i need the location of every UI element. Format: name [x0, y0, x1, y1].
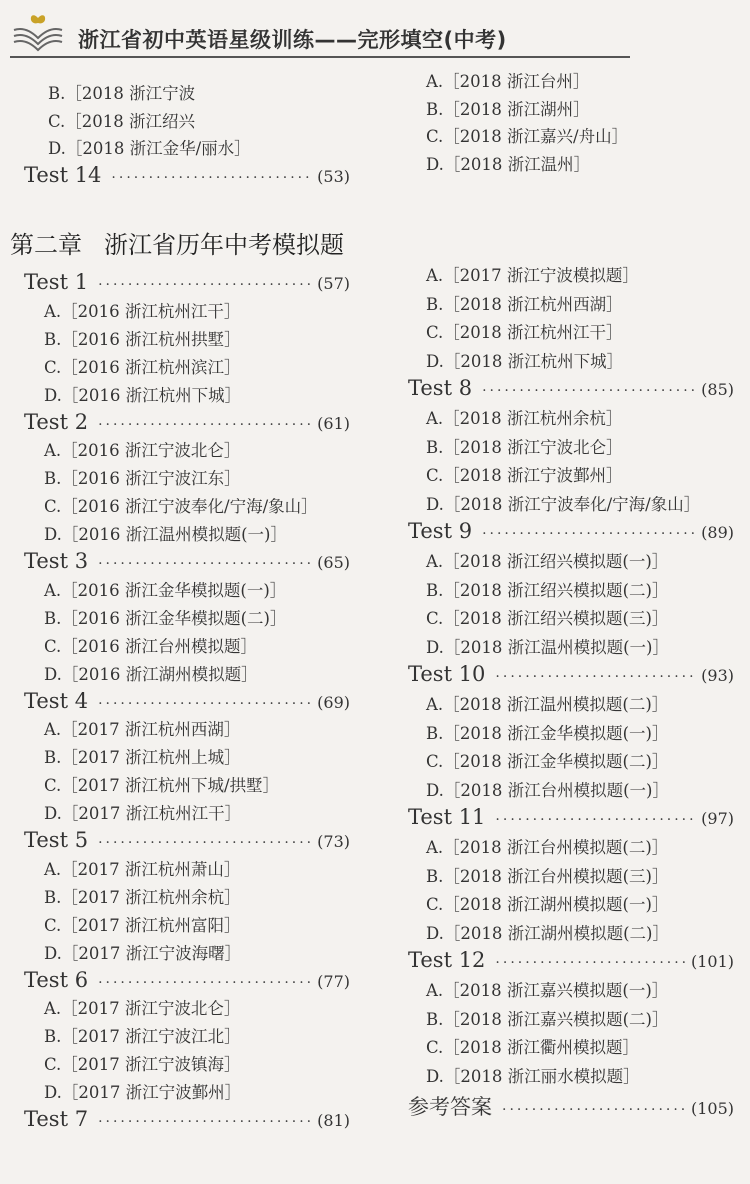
- toc-source-entry: D.［2018 浙江湖州模拟题(二)］: [426, 923, 669, 943]
- page-number: (57): [317, 274, 350, 293]
- test-name: Test 1: [24, 270, 89, 294]
- test-name: Test 4: [24, 688, 89, 713]
- chapter-number: 第二章: [10, 231, 82, 259]
- test-name: Test 6: [24, 967, 89, 992]
- toc-source-entry: D.［2018 浙江丽水模拟题］: [426, 1066, 640, 1086]
- test-name: Test 3: [24, 549, 89, 573]
- test-name: Test 14: [24, 162, 102, 187]
- toc-source-entry: B.［2018 浙江台州模拟题(三)］: [426, 866, 669, 886]
- toc-source-entry: D.［2018 浙江宁波奉化/宁海/象山］: [426, 494, 701, 514]
- toc-test-entry: [408, 1091, 734, 1121]
- dot-leader: [495, 955, 685, 971]
- toc-source-entry: B.［2018 浙江湖州］: [426, 99, 590, 119]
- toc-source-entry: A.［2018 浙江台州］: [426, 72, 590, 91]
- toc-source-entry: C.［2016 浙江杭州滨江］: [44, 357, 241, 377]
- dot-leader: [482, 383, 695, 399]
- dot-leader: [482, 526, 695, 542]
- toc-test-entry: [24, 270, 350, 294]
- test-name: 参考答案: [408, 1095, 492, 1120]
- toc-test-entry: [408, 948, 734, 972]
- toc-source-entry: A.［2016 浙江金华模拟题(一)］: [44, 580, 287, 600]
- toc-source-entry: B.［2016 浙江杭州拱墅］: [44, 329, 241, 349]
- toc-source-entry: B.［2018 浙江宁波: [48, 84, 196, 103]
- page-number: (81): [317, 1111, 350, 1130]
- dot-leader: [502, 1102, 685, 1118]
- toc-test-entry: [408, 376, 734, 400]
- toc-source-entry: C.［2016 浙江宁波奉化/宁海/象山］: [44, 497, 318, 517]
- right-toc-list: [408, 262, 738, 1142]
- toc-source-entry: C.［2018 浙江湖州模拟题(一)］: [426, 895, 669, 915]
- toc-test-entry: [408, 662, 734, 686]
- page-number: (73): [317, 832, 350, 851]
- test-name: Test 5: [24, 828, 89, 852]
- toc-source-entry: B.［2018 浙江绍兴模拟题(二)］: [426, 580, 669, 600]
- toc-source-entry: D.［2017 浙江宁波鄞州］: [44, 1083, 242, 1103]
- dot-leader: [98, 277, 311, 293]
- toc-source-entry: A.［2017 浙江宁波模拟题］: [426, 266, 639, 285]
- page-number: (61): [317, 413, 350, 433]
- toc-source-entry: D.［2018 浙江杭州下城］: [426, 351, 624, 371]
- toc-source-entry: B.［2018 浙江嘉兴模拟题(二)］: [426, 1009, 669, 1029]
- toc-source-entry: A.［2016 浙江杭州江干］: [44, 301, 241, 321]
- dot-leader: [111, 170, 311, 186]
- toc-source-entry: C.［2018 浙江嘉兴/舟山］: [426, 127, 629, 146]
- test-name: Test 7: [24, 1107, 89, 1131]
- toc-source-entry: B.［2018 浙江杭州西湖］: [426, 294, 623, 314]
- page-number: (101): [690, 952, 734, 972]
- toc-source-entry: A.［2018 浙江绍兴模拟题(一)］: [426, 552, 669, 571]
- toc-test-entry: [408, 805, 734, 829]
- test-name: Test 2: [24, 409, 89, 434]
- toc-test-entry: [24, 828, 350, 852]
- page-number: (53): [317, 166, 350, 186]
- toc-source-entry: C.［2018 浙江衢州模拟题］: [426, 1038, 640, 1058]
- toc-source-entry: B.［2017 浙江杭州上城］: [44, 748, 241, 768]
- dot-leader: [98, 556, 311, 572]
- page-number: (77): [317, 971, 350, 991]
- toc-test-entry: [24, 1107, 350, 1131]
- book-title: 浙江省初中英语星级训练——完形填空(中考): [78, 28, 507, 52]
- header-divider: [10, 56, 630, 58]
- page-number: (97): [701, 809, 734, 829]
- dot-leader: [495, 812, 695, 828]
- toc-source-entry: C.［2018 浙江杭州江干］: [426, 323, 623, 343]
- toc-source-entry: D.［2018 浙江台州模拟题(一)］: [426, 780, 669, 800]
- toc-source-entry: A.［2017 浙江宁波北仑］: [44, 999, 241, 1019]
- toc-source-entry: B.［2017 浙江宁波江北］: [44, 1027, 241, 1047]
- dot-leader: [98, 1114, 311, 1130]
- test-name: Test 11: [408, 805, 486, 830]
- toc-test-entry: [24, 689, 350, 713]
- test-name: Test 10: [408, 662, 486, 687]
- dot-leader: [98, 975, 311, 991]
- page-number: (69): [317, 692, 350, 712]
- toc-source-entry: C.［2017 浙江杭州下城/拱墅］: [44, 776, 280, 796]
- toc-source-entry: C.［2018 浙江金华模拟题(二)］: [426, 752, 669, 772]
- top-left-list: [24, 80, 354, 190]
- toc-source-entry: C.［2018 浙江绍兴: [48, 111, 196, 131]
- toc-source-entry: A.［2017 浙江杭州西湖］: [44, 720, 241, 740]
- toc-source-entry: B.［2016 浙江宁波江东］: [44, 469, 241, 489]
- toc-source-entry: C.［2016 浙江台州模拟题］: [44, 636, 258, 656]
- toc-test-entry: [408, 519, 734, 543]
- toc-source-entry: B.［2017 浙江杭州余杭］: [44, 887, 241, 907]
- test-name: Test 12: [408, 948, 486, 973]
- chapter-heading: [10, 225, 344, 260]
- toc-test-entry: [24, 549, 350, 573]
- toc-source-entry: C.［2017 浙江宁波镇海］: [44, 1055, 241, 1075]
- book-logo-icon: [8, 12, 68, 52]
- toc-test-entry: [24, 163, 350, 187]
- toc-source-entry: D.［2018 浙江金华/丽水］: [48, 139, 251, 158]
- toc-test-entry: [24, 410, 350, 434]
- dot-leader: [98, 835, 311, 851]
- page-number: (85): [701, 380, 734, 400]
- chapter-title: 浙江省历年中考模拟题: [104, 231, 344, 259]
- toc-source-entry: D.［2016 浙江杭州下城］: [44, 385, 242, 405]
- toc-source-entry: D.［2017 浙江杭州江干］: [44, 804, 242, 824]
- dot-leader: [98, 696, 311, 712]
- toc-source-entry: A.［2018 浙江温州模拟题(二)］: [426, 695, 669, 714]
- toc-source-entry: A.［2018 浙江杭州余杭］: [426, 409, 623, 428]
- toc-source-entry: C.［2017 浙江杭州富阳］: [44, 915, 241, 935]
- toc-source-entry: B.［2018 浙江金华模拟题(一)］: [426, 723, 669, 743]
- toc-source-entry: D.［2017 浙江宁波海曙］: [44, 943, 242, 963]
- toc-source-entry: A.［2017 浙江杭州萧山］: [44, 859, 241, 879]
- toc-source-entry: A.［2016 浙江宁波北仑］: [44, 441, 241, 461]
- toc-source-entry: C.［2018 浙江宁波鄞州］: [426, 466, 623, 486]
- page-number: (105): [690, 1099, 734, 1119]
- page-number: (89): [701, 523, 734, 543]
- toc-source-entry: D.［2018 浙江温州］: [426, 154, 591, 174]
- toc-source-entry: D.［2016 浙江温州模拟题(一)］: [44, 525, 287, 545]
- toc-source-entry: D.［2016 浙江湖州模拟题］: [44, 664, 258, 684]
- test-name: Test 9: [408, 519, 473, 544]
- toc-source-entry: A.［2018 浙江嘉兴模拟题(一)］: [426, 981, 669, 1000]
- page-header: [0, 0, 750, 60]
- test-name: Test 8: [408, 376, 473, 401]
- toc-source-entry: A.［2018 浙江台州模拟题(二)］: [426, 838, 669, 857]
- toc-source-entry: D.［2018 浙江温州模拟题(一)］: [426, 637, 669, 657]
- page-number: (93): [701, 666, 734, 686]
- dot-leader: [98, 417, 311, 433]
- toc-source-entry: B.［2016 浙江金华模拟题(二)］: [44, 608, 287, 628]
- top-right-list: [408, 68, 738, 188]
- toc-source-entry: C.［2018 浙江绍兴模拟题(三)］: [426, 609, 669, 629]
- left-toc-list: [24, 270, 354, 1150]
- toc-test-entry: [24, 968, 350, 992]
- page-number: (65): [317, 553, 350, 572]
- toc-source-entry: B.［2018 浙江宁波北仑］: [426, 437, 623, 457]
- dot-leader: [495, 669, 695, 685]
